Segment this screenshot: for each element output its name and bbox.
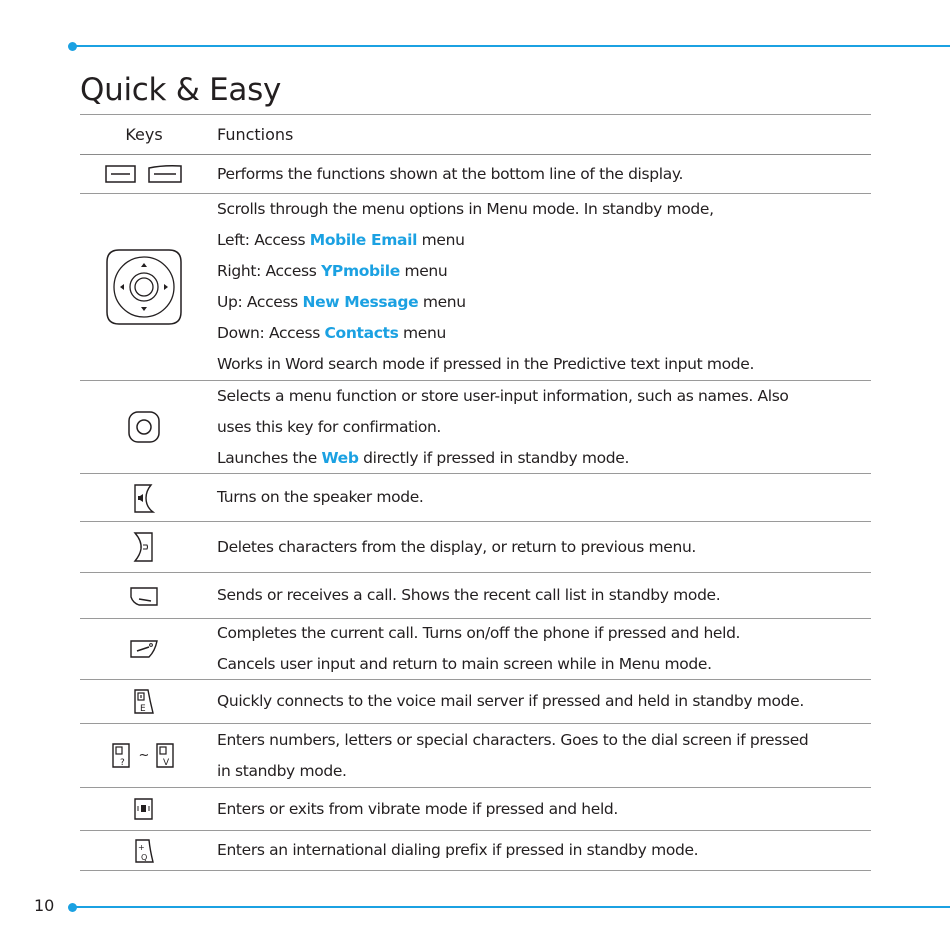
table-row [80,573,871,619]
table-row [80,619,871,680]
text-after: menu [417,231,465,249]
text-after: directly if pressed in standby mode. [358,448,630,467]
function-text-line [217,381,871,412]
table-row [80,788,871,831]
function-text-line [217,532,871,563]
function-text-line [217,835,871,866]
row-functions [217,155,871,193]
keys-table [80,114,871,871]
text-before: Up: Access [217,293,303,311]
function-text-line [217,194,871,225]
text-before: Selects a menu function or store user-input information, such as names. Also [217,386,789,405]
function-text-line [217,725,871,756]
row-functions [217,522,871,572]
function-text-line [217,756,871,787]
text-before: Enters numbers, letters or special characters. Goes to the dial screen if pressed [217,730,809,749]
row-functions [217,724,871,787]
function-text-line [217,649,871,680]
text-after: menu [398,324,446,342]
table-row [80,194,871,381]
function-text-line [217,794,871,825]
function-text-line [217,159,871,190]
text-before: uses this key for confirmation. [217,417,442,436]
table-row [80,522,871,573]
row-functions [217,573,871,618]
text-before: Enters an international dialing prefix if pressed in standby mode. [217,841,699,859]
row-functions [217,680,871,723]
text-before: Cancels user input and return to main screen while in Menu mode. [217,655,712,673]
function-text-line [217,580,871,611]
row-functions [217,474,871,521]
table-row [80,474,871,522]
function-text-line [217,482,871,513]
svg-text:+: + [138,842,145,852]
function-text-line [217,225,871,256]
text-before: Scrolls through the menu options in Menu mode. In standby mode, [217,200,714,218]
soft-keys-icon [80,155,208,193]
bottom-rule-dot [68,903,77,912]
highlighted-term: New Message [302,293,419,311]
highlighted-term: YPmobile [321,262,400,280]
text-before: Completes the current call. Turns on/off the phone if pressed and held. [217,624,741,642]
row-functions [217,619,871,679]
svg-text:E: E [140,703,146,714]
bottom-rule [72,906,950,908]
text-before: Down: Access [217,324,325,342]
text-before: Turns on the speaker mode. [217,488,424,506]
table-row [80,724,871,788]
row-functions [217,194,871,380]
function-text-line [217,349,871,380]
ok-key-icon [80,381,208,473]
keys-column-header: Keys [125,125,163,144]
row-functions [217,381,871,473]
send-key-icon [80,573,208,618]
svg-text:?: ? [119,757,125,768]
top-rule [72,45,950,47]
row-functions [217,788,871,830]
table-row [80,381,871,474]
function-text-line [217,686,871,717]
text-before: in standby mode. [217,761,347,780]
svg-text:Q: Q [141,852,148,862]
function-text-line [217,443,871,474]
text-before: Sends or receives a call. Shows the recent call list in standby mode. [217,586,721,604]
text-before: Right: Access [217,262,322,280]
vibrate-key-icon [80,788,208,830]
voicemail-key-icon [80,680,208,723]
text-before: Deletes characters from the display, or return to previous menu. [217,537,697,556]
speaker-key-icon [80,474,208,521]
alphanumeric-keys-icon [80,724,208,787]
row-functions [217,831,871,870]
text-before: Left: Access [217,231,310,249]
function-text-line [217,287,871,318]
table-row [80,831,871,871]
highlighted-term: Web [321,448,359,467]
text-before: Enters or exits from vibrate mode if pressed and held. [217,799,618,818]
text-after: menu [418,293,466,311]
page-number: 10 [34,896,55,915]
highlighted-term: Mobile Email [309,231,418,249]
function-text-line [217,318,871,349]
functions-column-header: Functions [217,125,294,144]
international-prefix-key-icon [80,831,208,870]
text-before: Performs the functions shown at the bottom line of the display. [217,164,684,183]
top-rule-dot [68,42,77,51]
text-after: menu [399,262,448,280]
text-before: Launches the [217,448,322,467]
function-text-line [217,618,871,649]
page-title: Quick & Easy [80,72,282,108]
function-text-line [217,256,871,287]
clear-key-icon [80,522,208,572]
table-row [80,680,871,724]
text-before: Works in Word search mode if pressed in the Predictive text input mode. [217,355,755,373]
navigation-key-icon [80,194,208,380]
table-header-row [80,115,871,155]
table-row [80,155,871,194]
end-key-icon [80,619,208,679]
text-before: Quickly connects to the voice mail server if pressed and held in standby mode. [217,692,804,710]
key-range-separator: ~ [138,748,150,763]
function-text-line [217,412,871,443]
highlighted-term: Contacts [324,324,399,342]
svg-text:V: V [163,757,170,768]
